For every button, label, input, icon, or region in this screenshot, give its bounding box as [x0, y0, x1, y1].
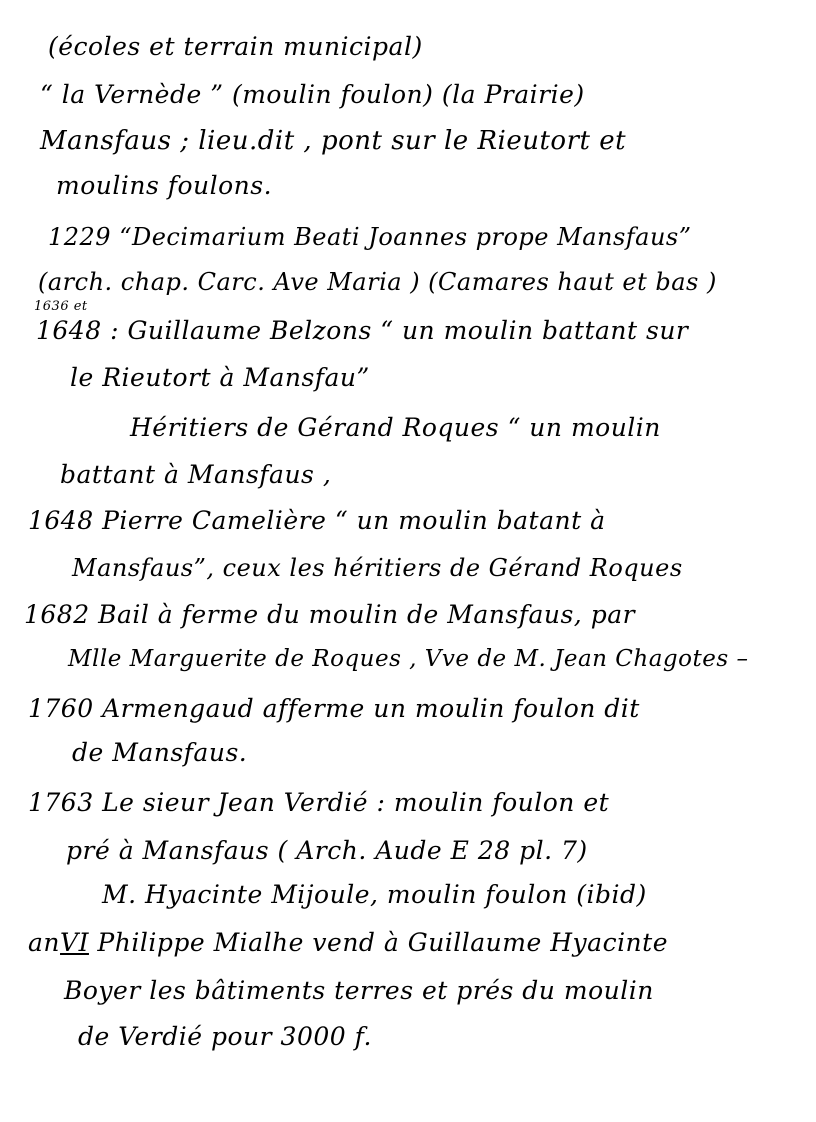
text-line-21: Boyer les bâtiments terres et prés du moulin	[64, 976, 654, 1005]
text-line-4: moulins foulons.	[56, 171, 273, 200]
text-line-18: pré à Mansfaus ( Arch. Aude E 28 pl. 7)	[66, 836, 588, 865]
text-line-5: 1229 “Decimarium Beati Joannes prope Mansfaus”	[48, 223, 692, 251]
text-line-17: 1763 Le sieur Jean Verdié : moulin foulon et	[28, 788, 610, 817]
text-line-2: “ la Vernède ” (moulin foulon) (la Prairie)	[40, 80, 585, 109]
text-line-19: M. Hyacinte Mijoule, moulin foulon (ibid)	[102, 880, 647, 909]
line-20-content: Philippe Mialhe vend à Guillaume Hyacinte	[97, 928, 669, 957]
text-line-6: (arch. chap. Carc. Ave Maria ) (Camares haut et bas )	[38, 268, 717, 296]
revolutionary-year-numeral: VI	[60, 928, 89, 957]
text-line-15: 1760 Armengaud afferme un moulin foulon dit	[28, 694, 640, 723]
year-label: 1648	[36, 316, 102, 345]
text-line-3: Mansfaus ; lieu.dit , pont sur le Rieutort et	[40, 126, 627, 156]
revolutionary-year-prefix: an	[28, 928, 61, 957]
text-line-11: 1648 Pierre Camelière “ un moulin batant à	[28, 506, 606, 535]
text-line-14: Mlle Marguerite de Roques , Vve de M. Jean Chagotes –	[68, 646, 749, 672]
text-line-9: Héritiers de Gérand Roques “ un moulin	[130, 413, 661, 442]
text-line-7	[36, 318, 688, 343]
text-line-16: de Mansfaus.	[72, 738, 248, 767]
text-line-10: battant à Mansfaus ,	[60, 460, 332, 489]
text-line-12: Mansfaus”, ceux les héritiers de Gérand Roques	[72, 554, 683, 582]
text-line-13: 1682 Bail à ferme du moulin de Mansfaus, par	[24, 600, 636, 629]
text-line-20	[28, 930, 668, 955]
line-7-content: : Guillaume Belzons “ un moulin battant sur	[110, 316, 689, 345]
text-line-1: (écoles et terrain municipal)	[48, 32, 423, 61]
text-line-22: de Verdié pour 3000 f.	[78, 1022, 372, 1051]
year-note-above: 1636 et	[34, 299, 88, 314]
text-line-8: le Rieutort à Mansfau”	[70, 363, 370, 392]
